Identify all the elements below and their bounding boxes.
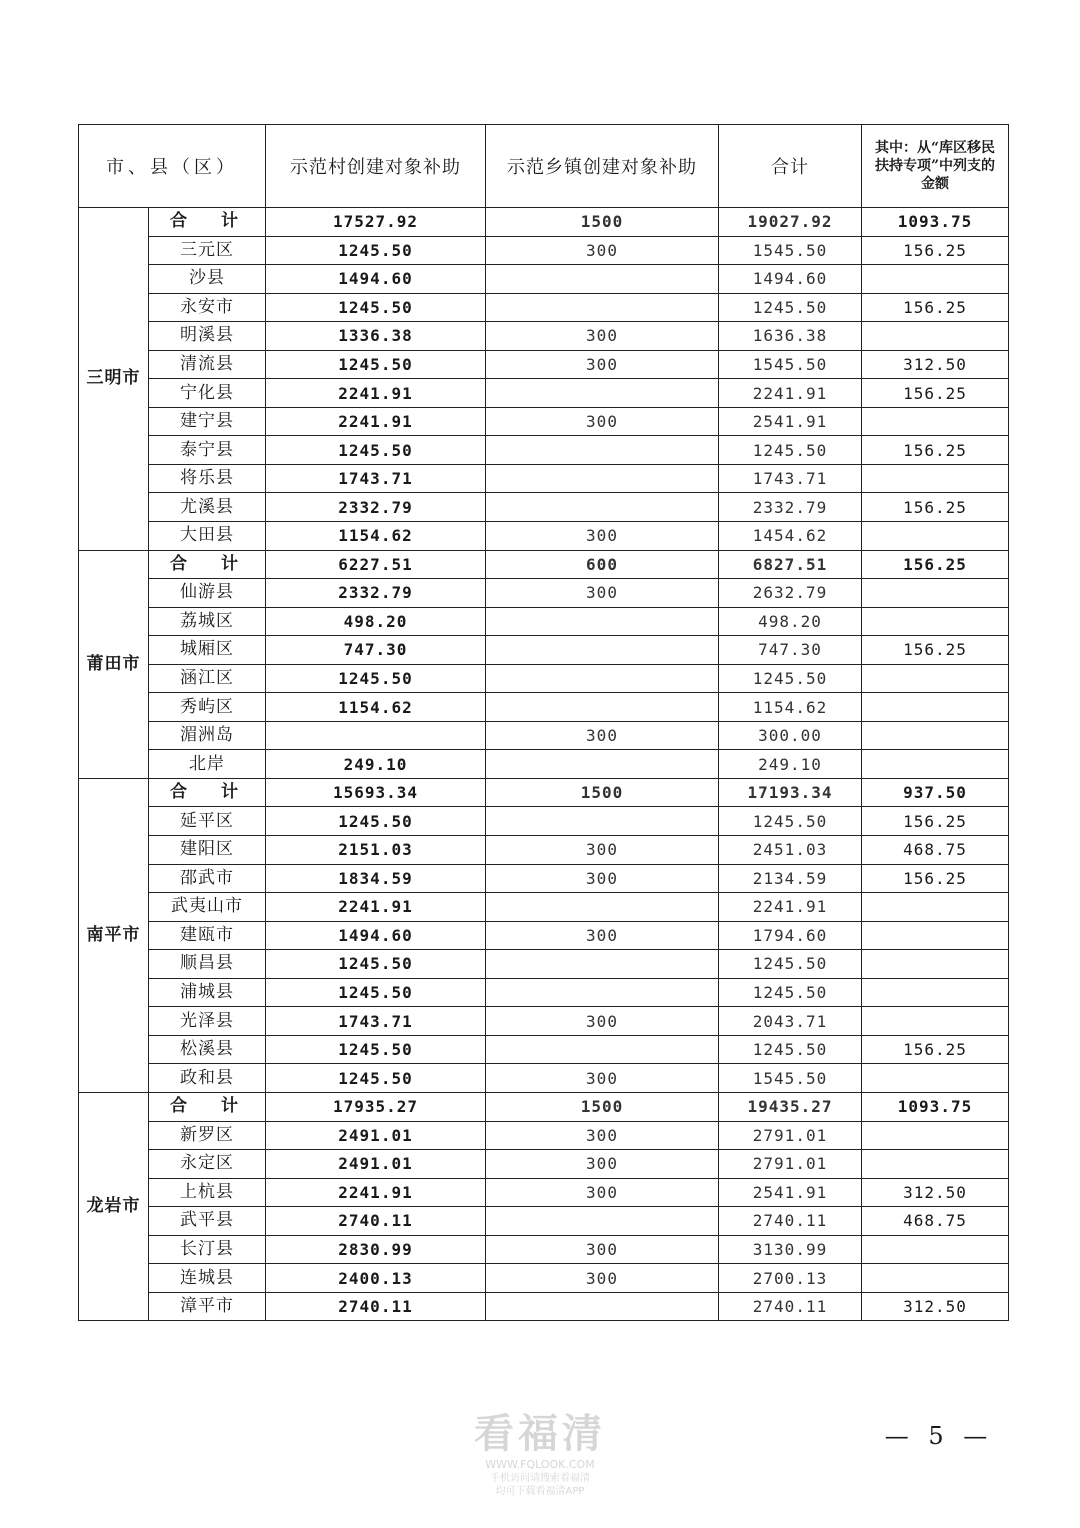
reservoir-fund-cell [862, 1150, 1009, 1179]
table-row [79, 522, 1009, 551]
town-subsidy-cell [486, 1292, 719, 1321]
village-subsidy-cell: 498.20 [266, 607, 486, 636]
table-row [79, 1035, 1009, 1064]
town-subsidy-cell [486, 693, 719, 722]
total-cell: 1794.60 [719, 921, 862, 950]
table-row [79, 950, 1009, 979]
header-town-subsidy: 示范乡镇创建对象补助 [486, 125, 719, 208]
town-subsidy-cell: 300 [486, 1178, 719, 1207]
village-subsidy-cell: 747.30 [266, 636, 486, 665]
total-cell: 2700.13 [719, 1264, 862, 1293]
county-cell: 光泽县 [149, 1007, 266, 1036]
reservoir-fund-cell [862, 522, 1009, 551]
total-cell: 498.20 [719, 607, 862, 636]
reservoir-fund-cell [862, 893, 1009, 922]
reservoir-fund-cell: 156.25 [862, 807, 1009, 836]
total-cell: 2241.91 [719, 379, 862, 408]
header-reservoir-fund: 其中：从“库区移民扶持专项”中列支的金额 [862, 125, 1009, 208]
town-subsidy-cell: 300 [486, 1007, 719, 1036]
total-cell: 2541.91 [719, 407, 862, 436]
reservoir-fund-cell [862, 664, 1009, 693]
town-subsidy-cell: 300 [486, 721, 719, 750]
total-cell: 1245.50 [719, 436, 862, 465]
county-cell: 延平区 [149, 807, 266, 836]
county-cell: 建阳区 [149, 836, 266, 865]
county-cell: 秀屿区 [149, 693, 266, 722]
village-subsidy-cell: 1336.38 [266, 322, 486, 351]
table-row [79, 493, 1009, 522]
table-row [79, 293, 1009, 322]
reservoir-fund-cell: 156.25 [862, 236, 1009, 265]
town-subsidy-cell: 300 [486, 1121, 719, 1150]
town-subsidy-cell: 300 [486, 350, 719, 379]
county-cell: 将乐县 [149, 464, 266, 493]
table-row [79, 464, 1009, 493]
table-row [79, 893, 1009, 922]
county-cell: 顺昌县 [149, 950, 266, 979]
village-subsidy-cell: 1245.50 [266, 350, 486, 379]
total-cell: 2791.01 [719, 1121, 862, 1150]
village-subsidy-cell: 2491.01 [266, 1121, 486, 1150]
county-cell: 浦城县 [149, 978, 266, 1007]
reservoir-fund-cell [862, 265, 1009, 294]
reservoir-fund-cell: 312.50 [862, 1292, 1009, 1321]
reservoir-fund-cell [862, 579, 1009, 608]
village-subsidy-cell: 15693.34 [266, 778, 486, 807]
county-cell: 宁化县 [149, 379, 266, 408]
reservoir-fund-cell: 156.25 [862, 864, 1009, 893]
table-row [79, 750, 1009, 779]
table-row [79, 664, 1009, 693]
county-cell: 建瓯市 [149, 921, 266, 950]
town-subsidy-cell [486, 379, 719, 408]
reservoir-fund-cell: 156.25 [862, 379, 1009, 408]
total-cell: 6827.51 [719, 550, 862, 579]
county-cell: 合 计 [149, 778, 266, 807]
total-cell: 2632.79 [719, 579, 862, 608]
village-subsidy-cell: 2491.01 [266, 1150, 486, 1179]
town-subsidy-cell [486, 1035, 719, 1064]
village-subsidy-cell: 1245.50 [266, 436, 486, 465]
village-subsidy-cell: 1743.71 [266, 1007, 486, 1036]
total-cell: 3130.99 [719, 1235, 862, 1264]
county-cell: 明溪县 [149, 322, 266, 351]
village-subsidy-cell: 2241.91 [266, 893, 486, 922]
total-cell: 1245.50 [719, 293, 862, 322]
village-subsidy-cell: 2241.91 [266, 407, 486, 436]
county-cell: 连城县 [149, 1264, 266, 1293]
county-cell: 建宁县 [149, 407, 266, 436]
reservoir-fund-cell [862, 1121, 1009, 1150]
reservoir-fund-cell: 156.25 [862, 550, 1009, 579]
total-cell: 1245.50 [719, 1035, 862, 1064]
total-cell: 2241.91 [719, 893, 862, 922]
total-cell: 1743.71 [719, 464, 862, 493]
town-subsidy-cell: 300 [486, 864, 719, 893]
total-cell: 17193.34 [719, 778, 862, 807]
reservoir-fund-cell: 468.75 [862, 1207, 1009, 1236]
table-row [79, 978, 1009, 1007]
watermark-line-2: 均可下载看福清APP [495, 1486, 585, 1497]
table-row [79, 721, 1009, 750]
table-row [79, 1264, 1009, 1293]
table-row [79, 636, 1009, 665]
village-subsidy-cell: 1245.50 [266, 1064, 486, 1093]
town-subsidy-cell [486, 436, 719, 465]
table-row [79, 436, 1009, 465]
table-row [79, 1121, 1009, 1150]
town-subsidy-cell [486, 893, 719, 922]
village-subsidy-cell: 2400.13 [266, 1264, 486, 1293]
table-row [79, 1178, 1009, 1207]
total-cell: 2134.59 [719, 864, 862, 893]
subtotal-row [79, 1092, 1009, 1121]
town-subsidy-cell: 1500 [486, 208, 719, 237]
town-subsidy-cell: 600 [486, 550, 719, 579]
village-subsidy-cell: 2740.11 [266, 1292, 486, 1321]
reservoir-fund-cell [862, 978, 1009, 1007]
county-cell: 大田县 [149, 522, 266, 551]
county-cell: 松溪县 [149, 1035, 266, 1064]
total-cell: 2740.11 [719, 1207, 862, 1236]
reservoir-fund-cell [862, 407, 1009, 436]
county-cell: 荔城区 [149, 607, 266, 636]
county-cell: 湄洲岛 [149, 721, 266, 750]
header-region: 市、县（区） [79, 125, 266, 208]
reservoir-fund-cell [862, 950, 1009, 979]
table-row [79, 1007, 1009, 1036]
reservoir-fund-cell: 156.25 [862, 1035, 1009, 1064]
subsidy-table [78, 124, 1009, 1321]
total-cell: 1454.62 [719, 522, 862, 551]
village-subsidy-cell: 2241.91 [266, 379, 486, 408]
table-body [79, 208, 1009, 1321]
reservoir-fund-cell: 1093.75 [862, 208, 1009, 237]
town-subsidy-cell [486, 807, 719, 836]
reservoir-fund-cell [862, 750, 1009, 779]
county-cell: 涵江区 [149, 664, 266, 693]
county-cell: 沙县 [149, 265, 266, 294]
village-subsidy-cell: 2151.03 [266, 836, 486, 865]
total-cell: 1245.50 [719, 950, 862, 979]
total-cell: 747.30 [719, 636, 862, 665]
total-cell: 1636.38 [719, 322, 862, 351]
total-cell: 2541.91 [719, 1178, 862, 1207]
reservoir-fund-cell: 1093.75 [862, 1092, 1009, 1121]
county-cell: 永定区 [149, 1150, 266, 1179]
village-subsidy-cell: 1494.60 [266, 265, 486, 294]
county-cell: 上杭县 [149, 1178, 266, 1207]
village-subsidy-cell: 1154.62 [266, 693, 486, 722]
table-row [79, 265, 1009, 294]
total-cell: 2740.11 [719, 1292, 862, 1321]
town-subsidy-cell: 300 [486, 1150, 719, 1179]
county-cell: 邵武市 [149, 864, 266, 893]
table-row [79, 1292, 1009, 1321]
total-cell: 2043.71 [719, 1007, 862, 1036]
total-cell: 1154.62 [719, 693, 862, 722]
village-subsidy-cell: 1245.50 [266, 807, 486, 836]
reservoir-fund-cell [862, 721, 1009, 750]
village-subsidy-cell: 6227.51 [266, 550, 486, 579]
header-total: 合计 [719, 125, 862, 208]
total-cell: 1245.50 [719, 664, 862, 693]
total-cell: 1545.50 [719, 350, 862, 379]
county-cell: 尤溪县 [149, 493, 266, 522]
village-subsidy-cell: 1245.50 [266, 950, 486, 979]
county-cell: 武夷山市 [149, 893, 266, 922]
town-subsidy-cell [486, 293, 719, 322]
village-subsidy-cell: 1245.50 [266, 978, 486, 1007]
table-row [79, 921, 1009, 950]
city-cell: 南平市 [79, 778, 149, 1092]
reservoir-fund-cell [862, 1264, 1009, 1293]
table-row [79, 407, 1009, 436]
town-subsidy-cell [486, 464, 719, 493]
table-row [79, 807, 1009, 836]
village-subsidy-cell: 2332.79 [266, 493, 486, 522]
town-subsidy-cell [486, 1207, 719, 1236]
town-subsidy-cell: 300 [486, 836, 719, 865]
town-subsidy-cell: 300 [486, 1264, 719, 1293]
city-cell: 三明市 [79, 208, 149, 551]
reservoir-fund-cell [862, 921, 1009, 950]
reservoir-fund-cell [862, 1007, 1009, 1036]
reservoir-fund-cell: 937.50 [862, 778, 1009, 807]
town-subsidy-cell [486, 978, 719, 1007]
total-cell: 2791.01 [719, 1150, 862, 1179]
reservoir-fund-cell [862, 322, 1009, 351]
town-subsidy-cell: 300 [486, 921, 719, 950]
town-subsidy-cell [486, 265, 719, 294]
village-subsidy-cell: 2830.99 [266, 1235, 486, 1264]
county-cell: 三元区 [149, 236, 266, 265]
county-cell: 漳平市 [149, 1292, 266, 1321]
city-cell: 莆田市 [79, 550, 149, 778]
city-cell: 龙岩市 [79, 1092, 149, 1320]
table-header-row [79, 125, 1009, 208]
table-row [79, 864, 1009, 893]
reservoir-fund-cell: 156.25 [862, 293, 1009, 322]
county-cell: 清流县 [149, 350, 266, 379]
total-cell: 19027.92 [719, 208, 862, 237]
town-subsidy-cell [486, 750, 719, 779]
village-subsidy-cell [266, 721, 486, 750]
total-cell: 2451.03 [719, 836, 862, 865]
village-subsidy-cell: 1245.50 [266, 293, 486, 322]
village-subsidy-cell: 17935.27 [266, 1092, 486, 1121]
total-cell: 1245.50 [719, 978, 862, 1007]
total-cell: 1245.50 [719, 807, 862, 836]
reservoir-fund-cell [862, 693, 1009, 722]
town-subsidy-cell [486, 493, 719, 522]
county-cell: 泰宁县 [149, 436, 266, 465]
village-subsidy-cell: 1743.71 [266, 464, 486, 493]
subtotal-row [79, 778, 1009, 807]
village-subsidy-cell: 2332.79 [266, 579, 486, 608]
town-subsidy-cell: 300 [486, 407, 719, 436]
reservoir-fund-cell [862, 1064, 1009, 1093]
village-subsidy-cell: 2241.91 [266, 1178, 486, 1207]
village-subsidy-cell: 1154.62 [266, 522, 486, 551]
county-cell: 永安市 [149, 293, 266, 322]
subtotal-row [79, 550, 1009, 579]
town-subsidy-cell [486, 950, 719, 979]
total-cell: 300.00 [719, 721, 862, 750]
town-subsidy-cell: 300 [486, 322, 719, 351]
county-cell: 合 计 [149, 208, 266, 237]
watermark-url: WWW.FQLOOK.COM [485, 1458, 595, 1471]
reservoir-fund-cell [862, 607, 1009, 636]
table-row [79, 322, 1009, 351]
reservoir-fund-cell [862, 464, 1009, 493]
county-cell: 新罗区 [149, 1121, 266, 1150]
subtotal-row [79, 208, 1009, 237]
county-cell: 武平县 [149, 1207, 266, 1236]
town-subsidy-cell: 300 [486, 579, 719, 608]
table-row [79, 1150, 1009, 1179]
county-cell: 合 计 [149, 1092, 266, 1121]
watermark-logo: 看福清 [474, 1411, 606, 1457]
watermark-line-1: 手机访问请搜索看福清 [490, 1473, 590, 1484]
table-row [79, 836, 1009, 865]
total-cell: 1494.60 [719, 265, 862, 294]
total-cell: 1545.50 [719, 236, 862, 265]
village-subsidy-cell: 1834.59 [266, 864, 486, 893]
page-number: — 5 — [884, 1422, 994, 1450]
total-cell: 249.10 [719, 750, 862, 779]
table-row [79, 579, 1009, 608]
header-village-subsidy: 示范村创建对象补助 [266, 125, 486, 208]
county-cell: 城厢区 [149, 636, 266, 665]
town-subsidy-cell [486, 664, 719, 693]
reservoir-fund-cell: 156.25 [862, 636, 1009, 665]
town-subsidy-cell: 300 [486, 1064, 719, 1093]
village-subsidy-cell: 1245.50 [266, 664, 486, 693]
table-row [79, 1235, 1009, 1264]
reservoir-fund-cell: 156.25 [862, 436, 1009, 465]
table-row [79, 236, 1009, 265]
town-subsidy-cell [486, 636, 719, 665]
total-cell: 2332.79 [719, 493, 862, 522]
village-subsidy-cell: 1245.50 [266, 1035, 486, 1064]
village-subsidy-cell: 249.10 [266, 750, 486, 779]
reservoir-fund-cell: 468.75 [862, 836, 1009, 865]
table-row [79, 379, 1009, 408]
watermark [455, 1410, 625, 1510]
table-row [79, 1064, 1009, 1093]
village-subsidy-cell: 2740.11 [266, 1207, 486, 1236]
reservoir-fund-cell: 312.50 [862, 350, 1009, 379]
county-cell: 合 计 [149, 550, 266, 579]
table-row [79, 693, 1009, 722]
reservoir-fund-cell: 312.50 [862, 1178, 1009, 1207]
county-cell: 政和县 [149, 1064, 266, 1093]
table-row [79, 350, 1009, 379]
reservoir-fund-cell [862, 1235, 1009, 1264]
total-cell: 1545.50 [719, 1064, 862, 1093]
town-subsidy-cell: 300 [486, 522, 719, 551]
county-cell: 仙游县 [149, 579, 266, 608]
village-subsidy-cell: 17527.92 [266, 208, 486, 237]
town-subsidy-cell: 300 [486, 236, 719, 265]
town-subsidy-cell [486, 607, 719, 636]
village-subsidy-cell: 1494.60 [266, 921, 486, 950]
county-cell: 北岸 [149, 750, 266, 779]
table-row [79, 607, 1009, 636]
town-subsidy-cell: 300 [486, 1235, 719, 1264]
town-subsidy-cell: 1500 [486, 1092, 719, 1121]
reservoir-fund-cell: 156.25 [862, 493, 1009, 522]
table-row [79, 1207, 1009, 1236]
village-subsidy-cell: 1245.50 [266, 236, 486, 265]
county-cell: 长汀县 [149, 1235, 266, 1264]
total-cell: 19435.27 [719, 1092, 862, 1121]
town-subsidy-cell: 1500 [486, 778, 719, 807]
